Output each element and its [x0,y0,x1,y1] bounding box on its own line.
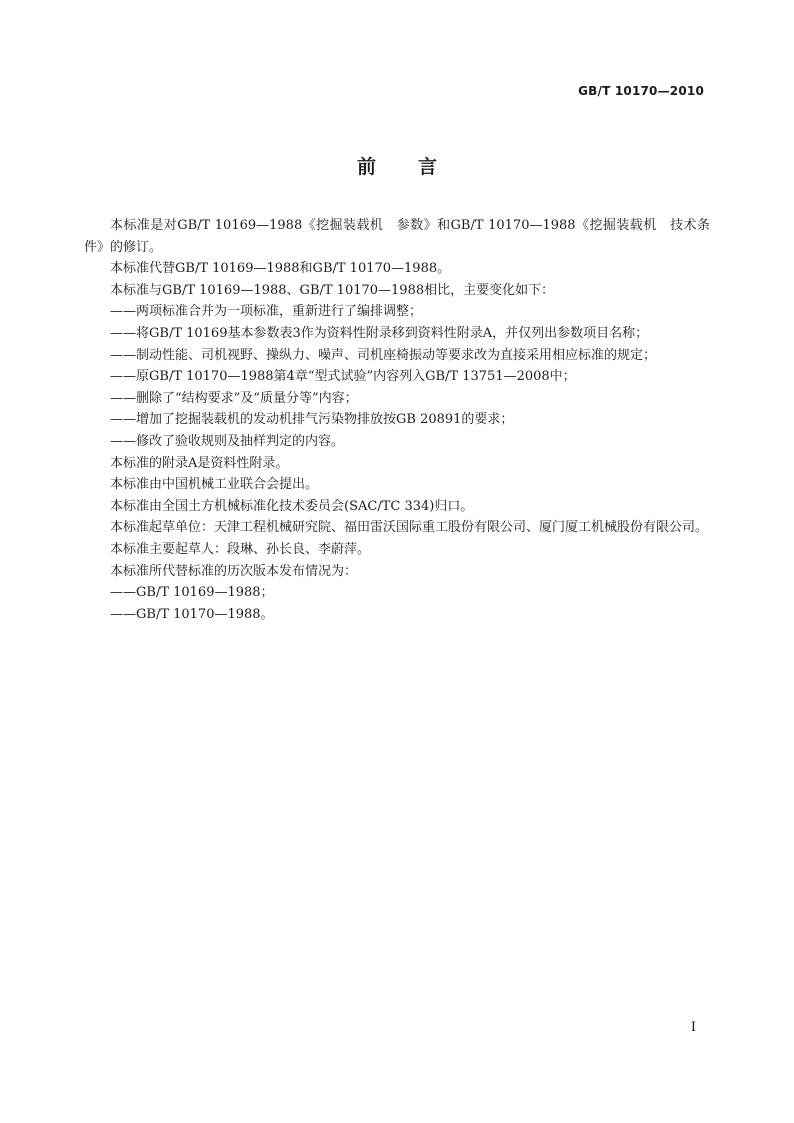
paragraph-history-intro: 本标准所代替标准的历次版本发布情况为： [110,563,358,579]
paragraph-proposed-by: 本标准由中国机械工业联合会提出。 [110,477,319,493]
paragraph-replaces: 本标准代替GB/T 10169—1988和GB/T 10170—1988。 [110,261,451,277]
standard-code: GB/T 10170—2010 [578,84,704,98]
paragraph-revision: 本标准是对GB/T 10169—1988《挖掘装载机 参数》和GB/T 10170—1988《挖掘装载机 技术条件》的修订。 [84,218,710,255]
paragraph-changes-intro: 本标准与GB/T 10169—1988、GB/T 10170—1988相比，主要变化如下： [110,282,555,298]
paragraph-drafting-units: 本标准起草单位：天津工程机械研究院、福田雷沃国际重工股份有限公司、厦门厦工机械股份有限公司。 [110,520,709,536]
paragraph-drafters: 本标准主要起草人：段琳、孙长良、李蔚萍。 [110,541,371,557]
list-item-change: ——两项标准合并为一项标准，重新进行了编排调整； [110,304,423,320]
paragraph-annex: 本标准的附录A是资料性附录。 [110,455,289,471]
page-title: 前言 [356,156,479,178]
page-number: I [690,1020,696,1035]
list-item-change: ——制动性能、司机视野、操纵力、噪声、司机座椅振动等要求改为直接采用相应标准的规定； [110,347,657,363]
list-item-history: ——GB/T 10170—1988。 [110,606,274,622]
list-item-history: ——GB/T 10169—1988； [110,585,274,601]
list-item-change: ——修改了验收规则及抽样判定的内容。 [110,433,345,449]
list-item-change: ——删除了“结构要求”及“质量分等”内容； [110,390,358,406]
list-item-change: ——增加了挖掘装载机的发动机排气污染物排放按GB 20891的要求； [110,412,514,428]
list-item-change: ——将GB/T 10169基本参数表3作为资料性附录移到资料性附录A，并仅列出参数项目名称； [110,325,649,341]
list-item-change: ——原GB/T 10170—1988第4章“型式试验”内容列入GB/T 13751—2008中； [110,369,576,385]
paragraph-committee: 本标准由全国土方机械标准化技术委员会(SAC/TC 334)归口。 [110,498,474,514]
foreword-body [84,215,710,625]
